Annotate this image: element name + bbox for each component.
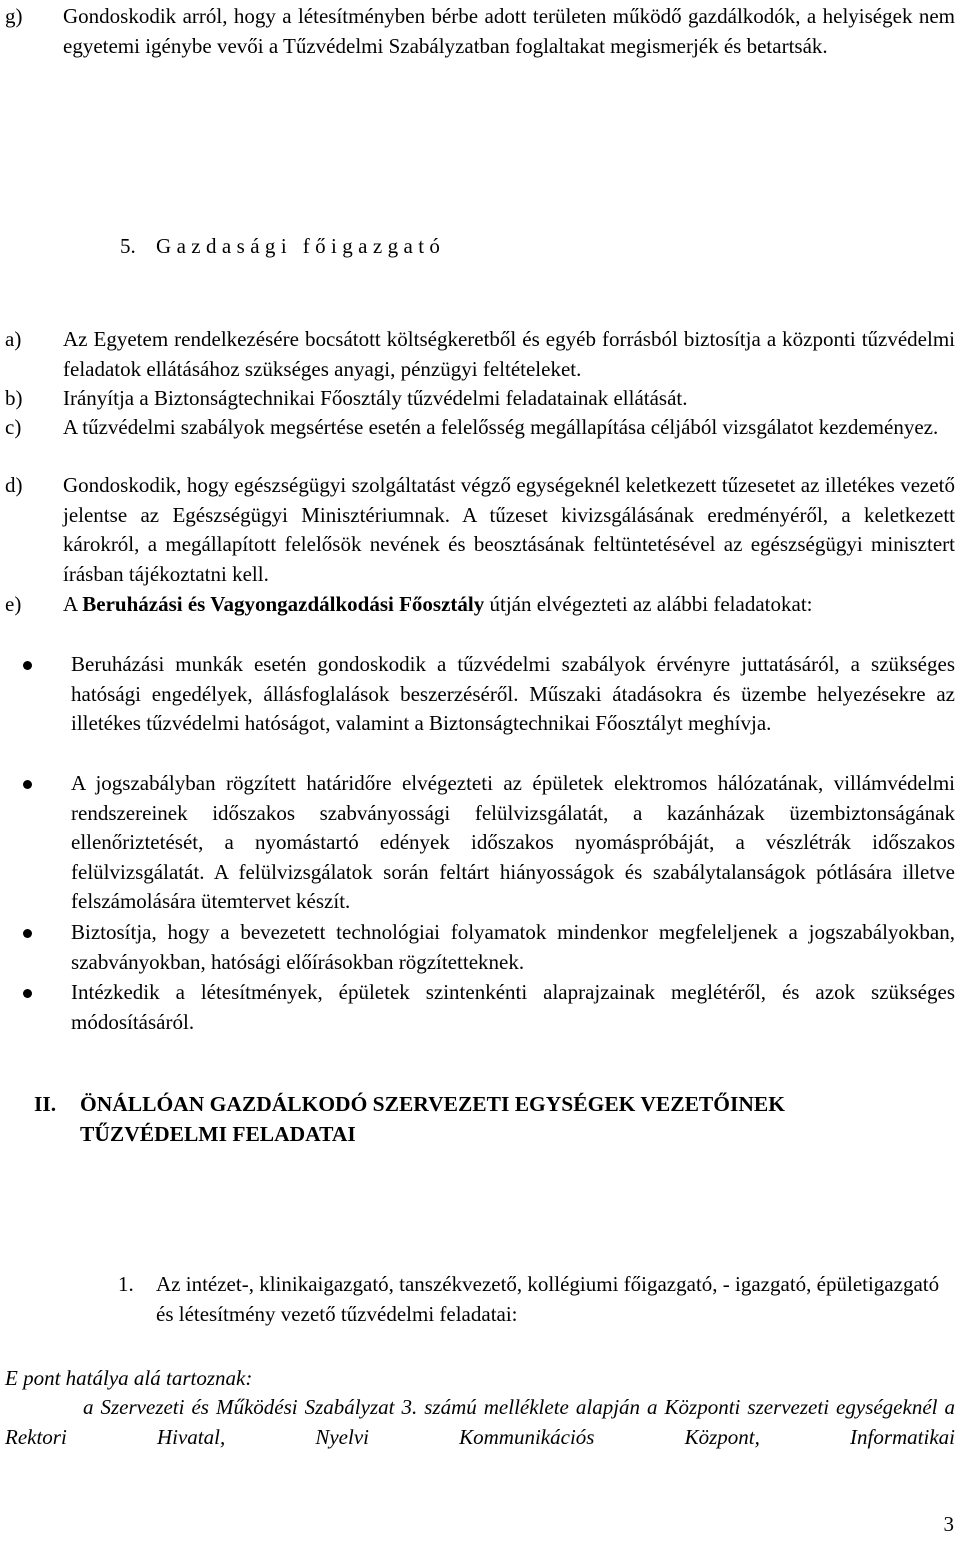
subsection-number: 1. <box>118 1272 134 1296</box>
section-heading-II <box>34 1090 934 1149</box>
list-item-g <box>5 2 955 61</box>
list-item-e <box>5 590 955 620</box>
bullet-icon <box>23 780 32 789</box>
item-label: a) <box>5 327 22 351</box>
department-name: Beruházási és Vagyongazdálkodási Főosztály <box>82 592 485 616</box>
bullet-item <box>20 769 955 917</box>
page-number: 3 <box>943 1512 954 1536</box>
list-item-c <box>5 413 955 443</box>
section-heading-5 <box>120 232 445 262</box>
subsection-text: Az intézet-, klinikaigazgató, tanszékvezető, kollégiumi főigazgató, - igazgató, épületigazgató és létesítmény vezető tűzvédelmi feladatai: <box>156 1272 940 1326</box>
scope-text: a Szervezeti és Működési Szabályzat 3. számú melléklete alapján a Központi szervezeti egységeknél a Rektori Hivatal, Nyelvi Kommunikációs Központ, Informatikai <box>5 1395 955 1449</box>
item-text: Irányítja a Biztonságtechnikai Főosztály tűzvédelmi feladatainak ellátását. <box>63 386 688 410</box>
subsection-1 <box>118 1270 958 1329</box>
item-label: b) <box>5 386 23 410</box>
bullet-text: A jogszabályban rögzített határidőre elvégezteti az épületek elektromos hálózatának, villámvédelmi rendszereinek időszakos szabványossági felülvizsgálatát, a kazánházak üzembiztonságának ellenőriztetését, a nyomástartó edények időszakos nyomáspróbáját, a vészlétrák időszakos felülvizsgálatát. A felülvizsgálatok során feltárt hiányosságok és szabálytalanságok pótlására illetve felszámolására ütemtervet készít. <box>71 771 955 913</box>
bullet-item <box>20 918 955 977</box>
item-label: e) <box>5 592 22 616</box>
bullet-item <box>20 650 955 739</box>
bullet-item <box>20 978 955 1037</box>
list-item-b <box>5 384 955 414</box>
item-text: A Beruházási és Vagyongazdálkodási Főosztály útján elvégezteti az alábbi feladatokat: <box>63 592 813 616</box>
heading-number: II. <box>34 1092 57 1116</box>
scope-heading: E pont hatálya alá tartoznak: <box>5 1366 253 1390</box>
heading-number: 5. <box>120 234 136 258</box>
bullet-text: Biztosítja, hogy a bevezetett technológiai folyamatok mindenkor megfeleljenek a jogszabályokban, szabványokban, hatósági előírásokban rögzítetteknek. <box>71 920 955 974</box>
bullet-text: Intézkedik a létesítmények, épületek szintenkénti alaprajzainak meglétéről, és azok szükséges módosításáról. <box>71 980 955 1034</box>
item-label: d) <box>5 473 23 497</box>
item-label: g) <box>5 4 23 28</box>
item-text: A tűzvédelmi szabályok megsértése esetén a felelősség megállapítása céljából vizsgálatot kezdeményez. <box>63 415 939 439</box>
list-item-d <box>5 471 955 589</box>
bullet-icon <box>23 929 32 938</box>
bullet-text: Beruházási munkák esetén gondoskodik a tűzvédelmi szabályok érvényre juttatásáról, a szükséges hatósági engedélyek, állásfoglalások beszerzéséről. Műszaki átadásokra és üzembe helyezésekre az illetékes tűzvédelmi hatóságot, valamint a Biztonságtechnikai Főosztályt meghívja. <box>71 652 955 735</box>
bullet-icon <box>23 989 32 998</box>
heading-title: Gazdasági főigazgató <box>156 234 446 258</box>
bullet-icon <box>23 661 32 670</box>
heading-title: ÖNÁLLÓAN GAZDÁLKODÓ SZERVEZETI EGYSÉGEK VEZETŐINEK TŰZVÉDELMI FELADATAI <box>80 1092 785 1146</box>
list-item-a <box>5 325 955 384</box>
item-text: Gondoskodik, hogy egészségügyi szolgáltatást végző egységeknél keletkezett tűzesetet az illetékes vezető jelentse az Egészségügyi Minisztériumnak. A tűzeset kivizsgálásának eredményéről, a keletkezett károkról, a megállapított felelősök nevének és beosztásának feltüntetésével az egészségügyi minisztert írásban tájékoztatni kell. <box>63 473 955 586</box>
item-text: Gondoskodik arról, hogy a létesítményben bérbe adott területen működő gazdálkodók, a helyiségek nem egyetemi igénybe vevői a Tűzvédelmi Szabályzatban foglaltakat megismerjék és betartsák. <box>63 4 955 58</box>
item-label: c) <box>5 415 22 439</box>
item-text: Az Egyetem rendelkezésére bocsátott költségkeretből és egyéb forrásból biztosítja a központi tűzvédelmi feladatok ellátásához szükséges anyagi, pénzügyi feltételeket. <box>63 327 955 381</box>
